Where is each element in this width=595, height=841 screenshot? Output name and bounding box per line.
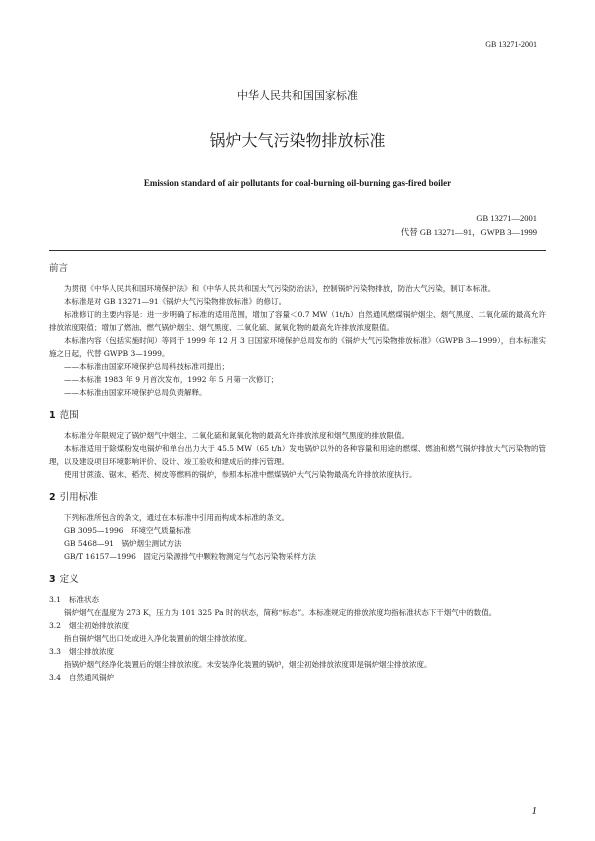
foreword-paragraph: 本标准是对 GB 13271—91《锅炉大气污染物排放标准》的修订。 <box>64 297 287 306</box>
foreword-paragraph: 为贯彻《中华人民共和国环境保护法》和《中华人民共和国大气污染防治法》，控制锅炉污染物排放，防治大气污染，制订本标准。 <box>64 284 496 293</box>
spacer <box>49 481 546 491</box>
section-number: 1 <box>49 410 56 421</box>
definition-term-text: 烟尘排放浓度 <box>69 647 114 656</box>
scope-paragraph: 本标准适用于除煤粉发电锅炉和单台出力大于 45.5 MW（65 t/h）发电锅炉以外的各种容量和用途的燃煤、燃油和燃气锅炉排放大气污染物的管理，以及建设项目环境影响评价、设计、竣工验收和建成后的排污管理。 <box>49 444 546 466</box>
header-divider <box>49 250 546 251</box>
definition-body: 锅炉烟气在温度为 273 K，压力为 101 325 Pa 时的状态，简称“标态”。本标准规定的排放浓度均指标准状态下干烟气中的数值。 <box>64 608 497 617</box>
definition-term <box>49 671 546 684</box>
title-english: Emission standard of air pollutants for coal-burning oil-burning gas-fired boiler <box>143 178 452 188</box>
spacer <box>49 399 546 409</box>
section-3-heading <box>49 573 546 587</box>
definition-term <box>49 593 546 606</box>
page-number: 1 <box>531 805 537 817</box>
foreword-paragraph: ——本标准 1983 年 9 月首次发布，1992 年 5 月第一次修订； <box>64 375 279 384</box>
section-1-heading <box>49 409 546 423</box>
spacer <box>49 563 546 573</box>
standard-code: GB 13271—2001 <box>476 213 537 223</box>
definition-number: 3.2 <box>49 621 61 630</box>
reference-item: GB 3095—1996 环境空气质量标准 <box>64 526 192 535</box>
section-number: 3 <box>49 574 56 585</box>
foreword-paragraph: 标准修订的主要内容是：进一步明确了标准的适用范围，增加了容量＜0.7 MW（1t/h）自然通风燃煤锅炉烟尘、烟气黑度、二氧化硫的最高允许排放浓度限值；增加了燃油、燃气锅炉烟尘、烟气黑度、二氧化硫、氮氧化物的最高允许排放浓度限值。 <box>49 310 546 332</box>
definition-body: 指自锅炉烟气出口处或进入净化装置前的烟尘排放浓度。 <box>64 634 252 643</box>
title-chinese: 锅炉大气污染物排放标准 <box>209 131 386 150</box>
foreword-heading <box>49 262 546 276</box>
definition-term <box>49 619 546 632</box>
header-standard-number: GB 13271-2001 <box>485 40 537 49</box>
issuer-line: 中华人民共和国国家标准 <box>237 89 358 102</box>
scope-paragraph: 本标准分年限规定了锅炉烟气中烟尘、二氧化硫和氮氧化物的最高允许排放浓度和烟气黑度的排放限值。 <box>64 431 409 440</box>
definition-number: 3.3 <box>49 647 61 656</box>
foreword-heading-text: 前言 <box>49 263 69 274</box>
definition-term-text: 标准状态 <box>69 595 99 604</box>
section-2-heading <box>49 491 546 505</box>
replacement-info <box>401 211 537 239</box>
document-body <box>49 262 546 684</box>
definition-term-text: 自然通风锅炉 <box>69 673 114 682</box>
section-title: 引用标准 <box>59 492 98 503</box>
definition-term-text: 烟尘初始排放浓度 <box>69 621 129 630</box>
foreword-paragraph: 本标准内容（包括实施时间）等同于 1999 年 12 月 3 日国家环境保护总局发布的《锅炉大气污染物排放标准》（GWPB 3—1999），自本标准实施之日起，代替 GWPB 3—1999。 <box>49 336 546 358</box>
foreword-paragraph: ——本标准由国家环境保护总局负责解释。 <box>64 388 207 397</box>
section-title: 定义 <box>59 574 79 585</box>
definition-number: 3.4 <box>49 673 61 682</box>
references-intro: 下列标准所包含的条文，通过在本标准中引用而构成本标准的条文。 <box>64 513 289 522</box>
scope-paragraph: 使用甘蔗渣、锯末、稻壳、树皮等燃料的锅炉，参照本标准中燃煤锅炉大气污染物最高允许排放浓度执行。 <box>64 470 417 479</box>
definition-term <box>49 645 546 658</box>
replaces-line: 代替 GB 13271—91，GWPB 3—1999 <box>400 227 537 237</box>
reference-item: GB/T 16157—1996 固定污染源排气中颗粒物测定与气态污染物采样方法 <box>64 552 316 561</box>
definition-number: 3.1 <box>49 595 61 604</box>
section-number: 2 <box>49 492 56 503</box>
section-title: 范围 <box>59 410 79 421</box>
reference-item: GB 5468—91 锅炉烟尘测试方法 <box>64 539 182 548</box>
foreword-paragraph: ——本标准由国家环境保护总局科技标准司提出； <box>64 362 229 371</box>
definition-body: 指锅炉烟气经净化装置后的烟尘排放浓度。未安装净化装置的锅炉，烟尘初始排放浓度即是锅炉烟尘排放浓度。 <box>64 660 432 669</box>
